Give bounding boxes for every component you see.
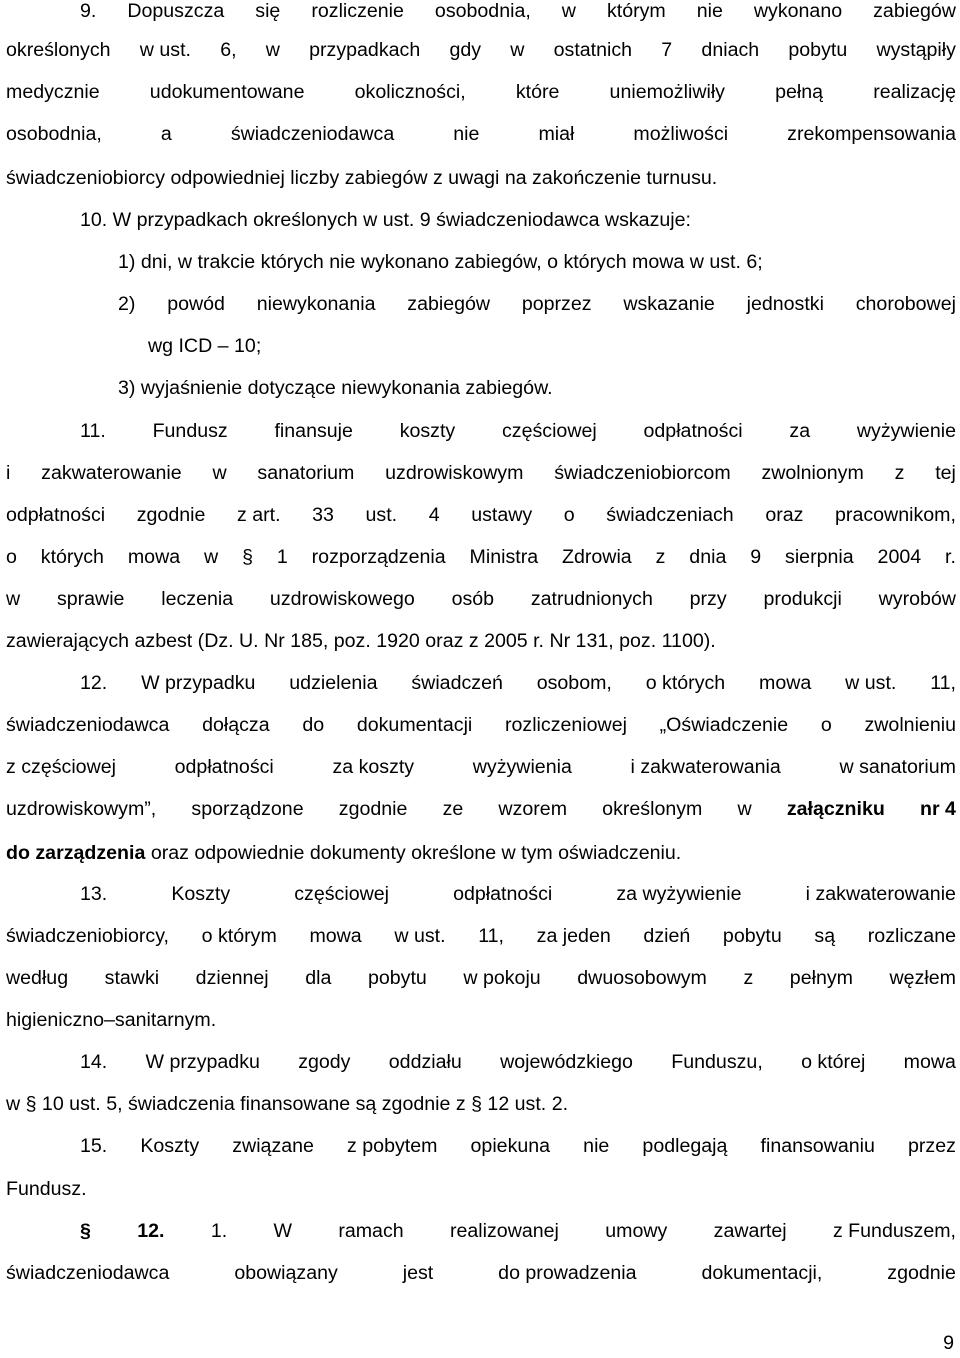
p11-line-6: zawierających azbest (Dz. U. Nr 185, poz. 1920 oraz z 2005 r. Nr 131, poz. 1100). — [6, 630, 716, 652]
word: dołącza — [202, 714, 270, 736]
word: 33 — [312, 504, 334, 526]
word: r. — [945, 546, 956, 568]
word: przy — [689, 588, 727, 610]
word: ramach — [338, 1220, 404, 1242]
word: o — [6, 546, 17, 568]
word: uzdrowiskowego — [269, 588, 415, 610]
word: 12. — [80, 672, 108, 694]
word: dokumentacji, — [701, 1262, 823, 1284]
word: rozporządzenia — [311, 546, 446, 568]
word: rozliczeniowej — [504, 714, 627, 736]
word: udzielenia — [289, 672, 378, 694]
word: za — [789, 420, 811, 442]
p9-line-2 — [6, 35, 956, 65]
p11-line-4 — [6, 542, 956, 572]
word: 4 — [428, 504, 440, 526]
word: 1. — [210, 1220, 228, 1242]
word: 11, — [478, 925, 505, 947]
word: które — [515, 81, 560, 103]
word: i zakwaterowanie — [805, 883, 956, 905]
word: ust. — [365, 504, 398, 526]
word: nie — [453, 123, 480, 145]
word: odpłatności — [6, 504, 106, 526]
word: w — [6, 588, 21, 610]
page-number: 9 — [943, 1332, 954, 1354]
word: pobytu — [722, 925, 782, 947]
word: powód — [167, 293, 225, 315]
p14-line-1 — [80, 1047, 956, 1077]
word: mowa — [759, 672, 812, 694]
word: przez — [908, 1135, 956, 1157]
word: udokumentowane — [149, 81, 305, 103]
word: poprzez — [521, 293, 592, 315]
word: i — [6, 462, 11, 484]
word: okoliczności, — [354, 81, 466, 103]
word: Zdrowia — [562, 546, 632, 568]
word: osobodnia, — [434, 0, 531, 22]
word: świadczeniodawca — [6, 1262, 170, 1284]
line-text: oraz odpowiednie dokumenty określone w tym oświadczeniu. — [145, 842, 682, 864]
word: odpłatności — [174, 756, 274, 778]
word: uzdrowiskowym — [385, 462, 524, 484]
word: wzorem — [498, 798, 568, 820]
word: zgodnie — [887, 1262, 956, 1284]
word: zgodnie — [136, 504, 206, 526]
word: za koszty — [332, 756, 415, 778]
word: oddziału — [388, 1051, 462, 1073]
word: a — [160, 123, 172, 145]
word: których — [40, 546, 104, 568]
word: ostatnich — [553, 39, 633, 61]
p9-line-5: świadczeniobiorcy odpowiedniej liczby zabiegów z uwagi na zakończenie turnusu. — [6, 167, 718, 189]
word: finansuje — [274, 420, 353, 442]
word: ze — [442, 798, 464, 820]
word: według — [6, 967, 69, 989]
word: określonym — [602, 798, 703, 820]
p11-line-5 — [6, 584, 956, 614]
word: w pokoju — [463, 967, 541, 989]
word: wojewódzkiego — [500, 1051, 633, 1073]
word: Koszty — [140, 1135, 200, 1157]
word: i zakwaterowania — [630, 756, 781, 778]
word: wykonano — [753, 0, 843, 22]
word: do prowadzenia — [498, 1262, 637, 1284]
word: opiekuna — [470, 1135, 551, 1157]
p12-line-4 — [6, 794, 956, 824]
word: o którym — [201, 925, 277, 947]
p12-line-3 — [6, 752, 956, 782]
word: którym — [606, 0, 666, 22]
p11-line-2 — [6, 458, 956, 488]
word: 9 — [750, 546, 762, 568]
word: W — [273, 1220, 292, 1242]
word: W przypadku — [141, 672, 256, 694]
word: węzłem — [889, 967, 956, 989]
word: z pobytem — [347, 1135, 438, 1157]
p9-line-1 — [80, 0, 956, 26]
word: pełną — [775, 81, 824, 103]
word: są — [814, 925, 836, 947]
p15-line-1 — [80, 1131, 956, 1161]
section-sign: § — [242, 546, 253, 568]
word: finansowaniu — [760, 1135, 875, 1157]
word: osobodnia, — [6, 123, 102, 145]
word: produkcji — [763, 588, 842, 610]
word: realizowanej — [449, 1220, 559, 1242]
word: wyżywienia — [472, 756, 572, 778]
word: zwolnieniu — [864, 714, 956, 736]
word: świadczeniobiorcy, — [6, 925, 169, 947]
word: w — [561, 0, 576, 22]
word: dnia — [689, 546, 727, 568]
word: w ust. — [845, 672, 897, 694]
word: w ust. — [139, 39, 191, 61]
word: wystąpiły — [876, 39, 956, 61]
word: gdy — [449, 39, 482, 61]
word: częściowej — [294, 883, 389, 905]
attachment-reference: załączniku — [786, 798, 885, 820]
word: medycznie — [6, 81, 100, 103]
word: oraz — [765, 504, 804, 526]
section-12-line-1 — [80, 1216, 956, 1246]
word: 11. — [80, 420, 106, 442]
word: mowa — [127, 546, 181, 568]
word: z Funduszem, — [832, 1220, 956, 1242]
word: wyżywienie — [856, 420, 956, 442]
word: z — [743, 967, 754, 989]
word: Dopuszcza — [127, 0, 225, 22]
word: za jeden — [536, 925, 611, 947]
word: z art. — [236, 504, 281, 526]
word: umowy — [605, 1220, 668, 1242]
word: sanatorium — [257, 462, 355, 484]
word: zawartej — [713, 1220, 787, 1242]
word: zgodnie — [338, 798, 408, 820]
p13-line-2 — [6, 921, 956, 951]
word: częściowej — [501, 420, 597, 442]
word: 2) — [118, 293, 136, 315]
word: w — [737, 798, 752, 820]
word: tej — [935, 462, 956, 484]
word: podlegają — [642, 1135, 728, 1157]
word: do — [302, 714, 325, 736]
word: w — [510, 39, 525, 61]
word: zabiegów — [407, 293, 491, 315]
word: w — [204, 546, 219, 568]
word: Funduszu, — [671, 1051, 763, 1073]
word: Ministra — [469, 546, 539, 568]
word: odpłatności — [453, 883, 553, 905]
word: dokumentacji — [356, 714, 473, 736]
word: stawki — [104, 967, 160, 989]
p13-line-3 — [6, 963, 956, 993]
word: „Oświadczenie — [659, 714, 789, 736]
word: 7 — [661, 39, 673, 61]
word: z — [894, 462, 905, 484]
word: pracownikom, — [835, 504, 956, 526]
word: zakwaterowanie — [41, 462, 182, 484]
word: zatrudnionych — [530, 588, 653, 610]
word: określonych — [6, 39, 111, 61]
word: sierpnia — [785, 546, 854, 568]
word: zabiegów — [873, 0, 956, 22]
word: nie — [696, 0, 723, 22]
p9-line-3 — [6, 77, 956, 107]
p13-line-4: higieniczno–sanitarnym. — [6, 1009, 217, 1031]
p12-line-5 — [6, 838, 956, 868]
word: 1 — [276, 546, 288, 568]
word: o których — [645, 672, 726, 694]
p10-item-2-continuation: wg ICD – 10; — [148, 335, 262, 357]
word: W przypadku — [145, 1051, 260, 1073]
word: za wyżywienie — [616, 883, 742, 905]
word: się — [255, 0, 281, 22]
word: zgody — [298, 1051, 351, 1073]
word: dzień — [643, 925, 691, 947]
word: dniach — [701, 39, 760, 61]
word: w — [212, 462, 227, 484]
section-number: 12. — [137, 1220, 165, 1242]
word: jednostki — [746, 293, 824, 315]
word: rozliczane — [867, 925, 956, 947]
word: pobytu — [788, 39, 848, 61]
word: 11, — [930, 672, 956, 694]
word: uniemożliwiły — [609, 81, 725, 103]
word: dwuosobowym — [577, 967, 707, 989]
word: o której — [801, 1051, 866, 1073]
word: leczenia — [161, 588, 234, 610]
word: wskazanie — [623, 293, 715, 315]
word: nie — [583, 1135, 610, 1157]
word: zwolnionym — [761, 462, 864, 484]
word: mowa — [309, 925, 362, 947]
word: pobytu — [367, 967, 427, 989]
word: pełnym — [789, 967, 853, 989]
word: o — [563, 504, 575, 526]
word: dziennej — [195, 967, 269, 989]
word: w — [265, 39, 280, 61]
word: niewykonania — [256, 293, 376, 315]
p9-line-4 — [6, 119, 956, 149]
word: z — [655, 546, 666, 568]
word: 14. — [80, 1051, 108, 1073]
word: zrekompensowania — [787, 123, 956, 145]
word: chorobowej — [855, 293, 956, 315]
word: 9. — [80, 0, 97, 22]
word: osobom, — [536, 672, 612, 694]
word: odpłatności — [643, 420, 743, 442]
word: wyrobów — [878, 588, 956, 610]
word: w sanatorium — [839, 756, 956, 778]
word: o — [820, 714, 832, 736]
word: realizację — [873, 81, 956, 103]
p15-line-2: Fundusz. — [6, 1178, 87, 1200]
word: związane — [232, 1135, 314, 1157]
word: sprawie — [56, 588, 125, 610]
p10-item-2 — [118, 289, 956, 319]
word: mowa — [903, 1051, 956, 1073]
word: obowiązany — [234, 1262, 338, 1284]
section-12-line-2 — [6, 1258, 956, 1288]
word: świadczeniodawca — [6, 714, 170, 736]
word: 2004 — [877, 546, 922, 568]
word: świadczeniobiorcom — [554, 462, 731, 484]
word: osób — [451, 588, 495, 610]
word: w ust. — [394, 925, 446, 947]
word: dla — [305, 967, 332, 989]
word: świadczeń — [411, 672, 503, 694]
regulation-reference: do zarządzenia — [6, 842, 146, 864]
word: uzdrowiskowym”, — [6, 798, 157, 820]
word: miał — [538, 123, 575, 145]
word: Fundusz — [152, 420, 228, 442]
attachment-number: nr 4 — [920, 798, 956, 820]
p11-line-3 — [6, 500, 956, 530]
word: możliwości — [633, 123, 729, 145]
word: świadczeniach — [606, 504, 734, 526]
p11-line-1 — [80, 416, 956, 446]
word: świadczeniodawca — [230, 123, 395, 145]
p13-line-1 — [80, 879, 956, 909]
section-sign: § — [80, 1220, 91, 1242]
word: 6, — [220, 39, 237, 61]
word: koszty — [399, 420, 456, 442]
word: przypadkach — [309, 39, 421, 61]
word: rozliczenie — [311, 0, 404, 22]
p12-line-1 — [80, 668, 956, 698]
word: jest — [402, 1262, 434, 1284]
word: ustawy — [471, 504, 533, 526]
p10-line-1: 10. W przypadkach określonych w ust. 9 świadczeniodawca wskazuje: — [80, 209, 691, 231]
word: 13. — [80, 883, 108, 905]
p10-item-3: 3) wyjaśnienie dotyczące niewykonania zabiegów. — [118, 377, 553, 399]
word: Koszty — [171, 883, 231, 905]
word: z częściowej — [6, 756, 116, 778]
p10-item-1: 1) dni, w trakcie których nie wykonano zabiegów, o których mowa w ust. 6; — [118, 251, 763, 273]
word: sporządzone — [191, 798, 304, 820]
word: 15. — [80, 1135, 108, 1157]
p14-line-2: w § 10 ust. 5, świadczenia finansowane są zgodnie z § 12 ust. 2. — [6, 1093, 569, 1115]
p12-line-2 — [6, 710, 956, 740]
